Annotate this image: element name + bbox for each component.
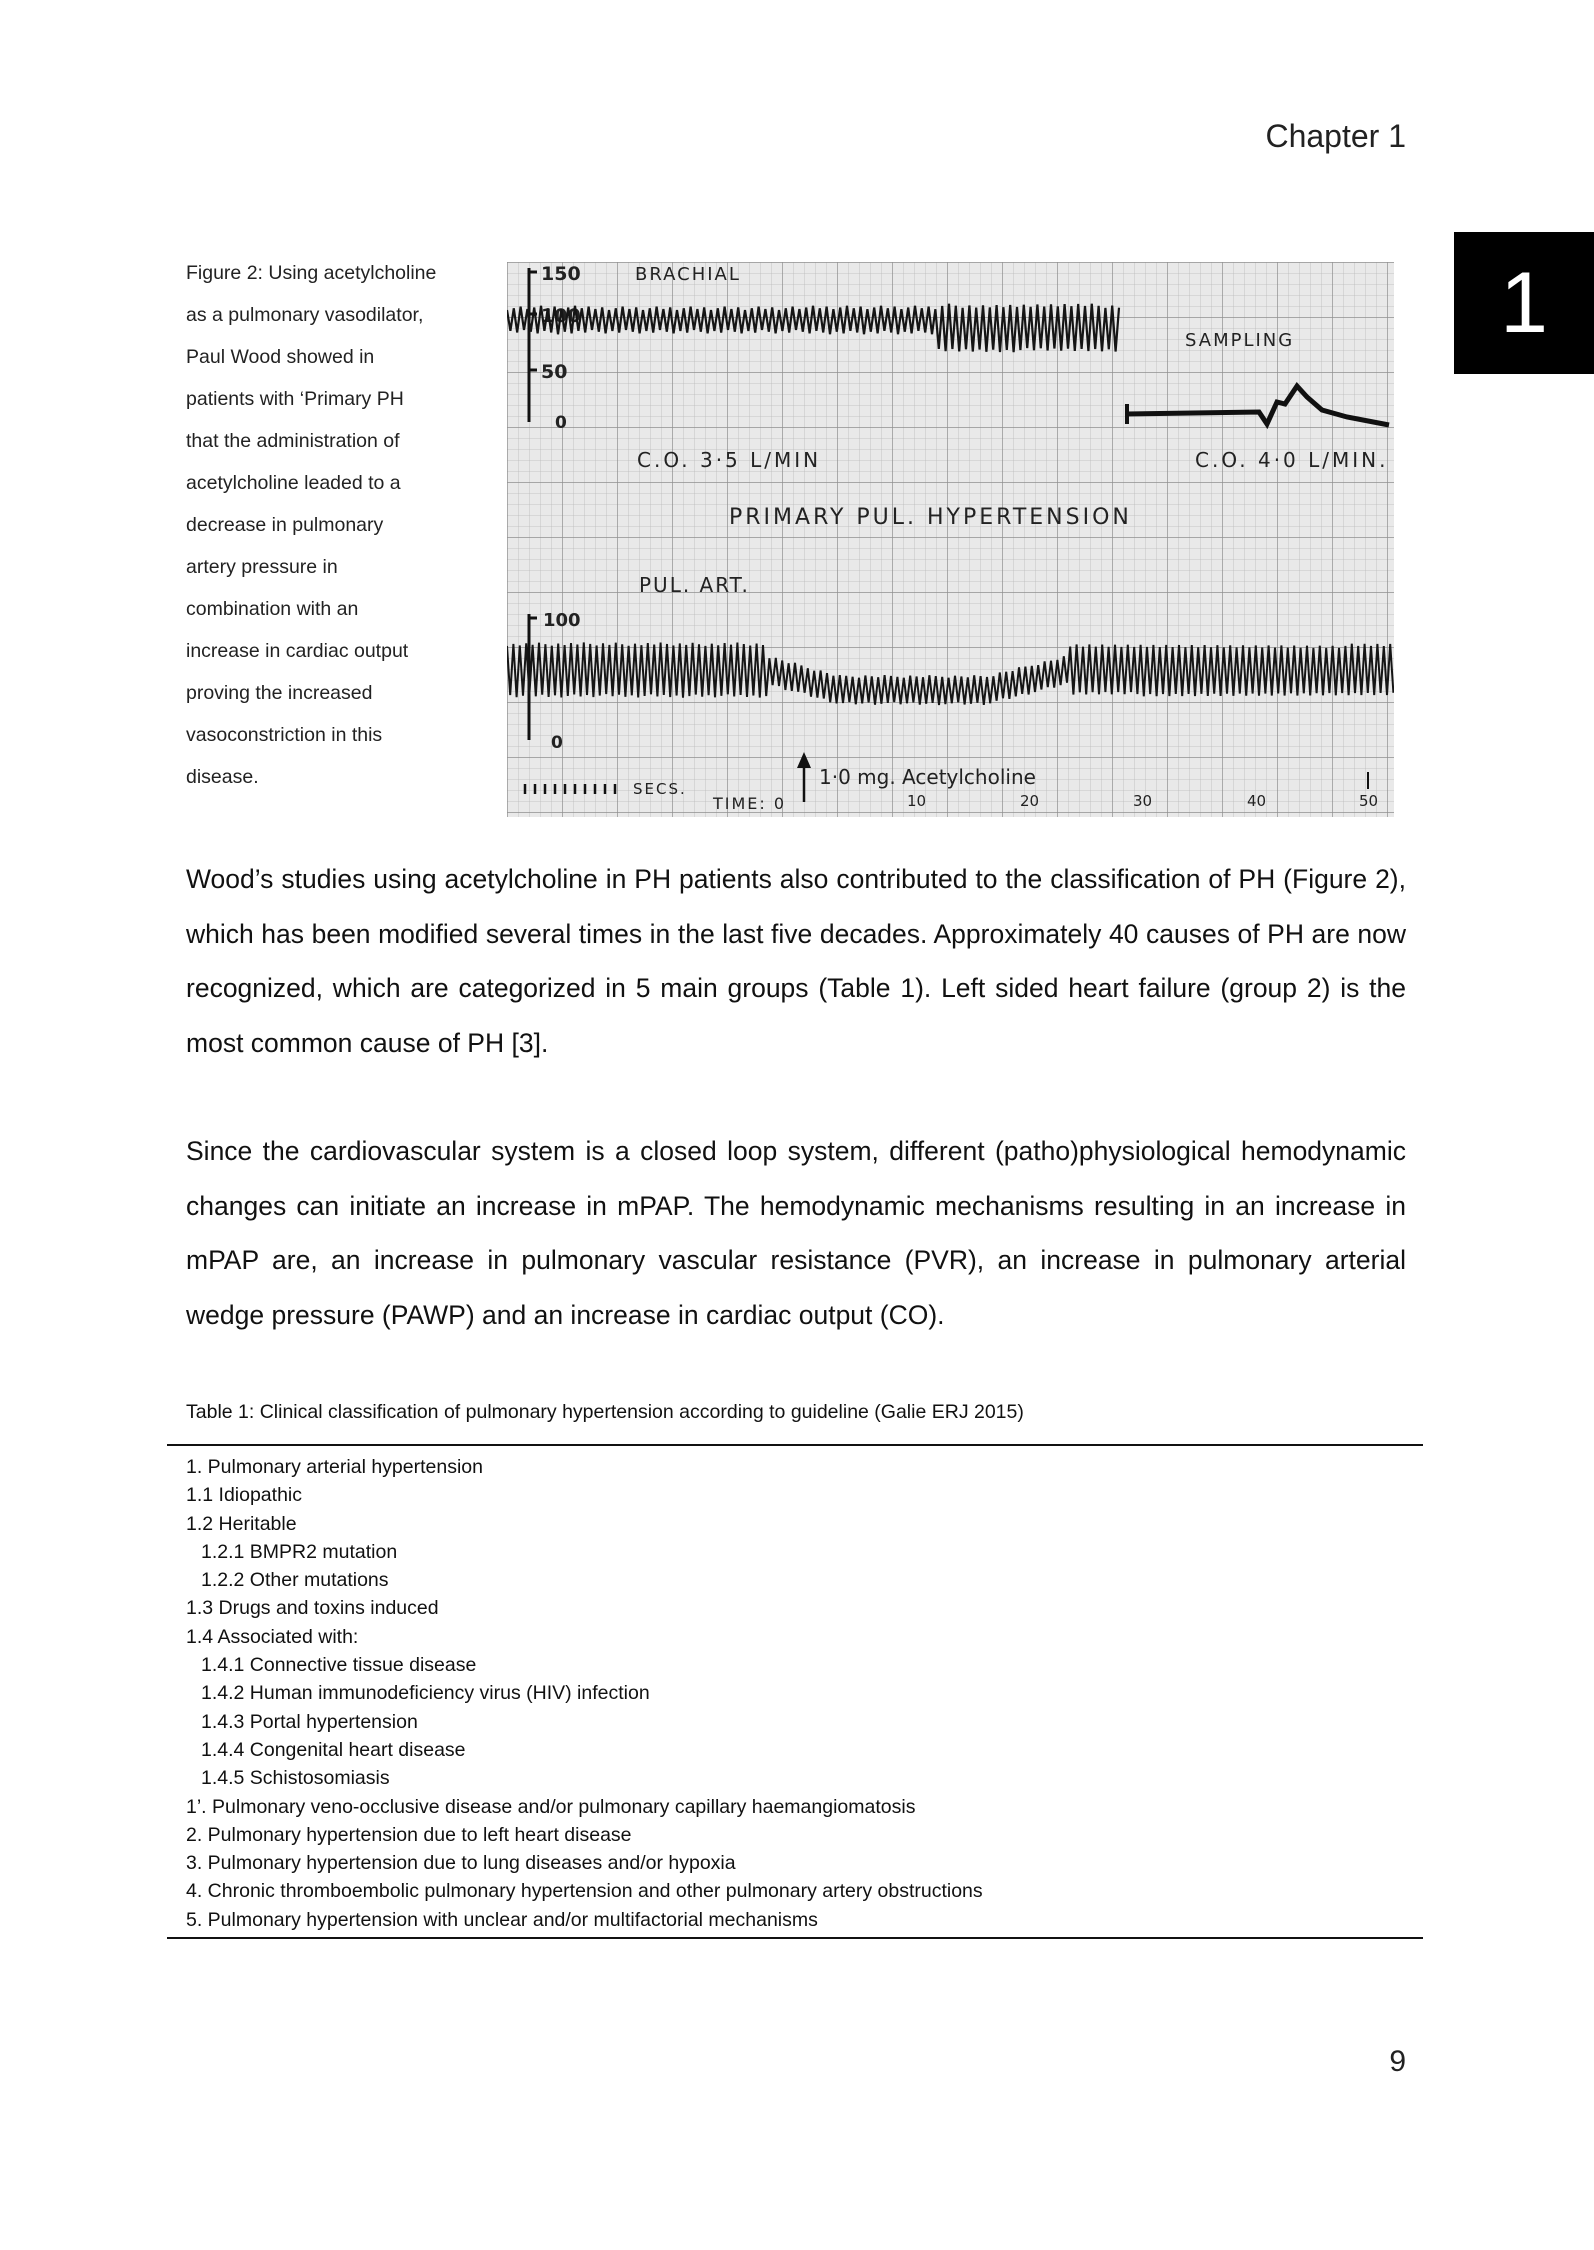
- caption-line: Paul Wood showed in: [186, 346, 375, 368]
- time-tick: 20: [1020, 792, 1040, 810]
- table-row: 3. Pulmonary hypertension due to lung diseases and/or hypoxia: [186, 1852, 736, 1875]
- table-row: 1.2.2 Other mutations: [201, 1569, 389, 1592]
- caption-line: combination with an: [186, 598, 359, 620]
- brachial-label: BRACHIAL: [635, 264, 741, 285]
- body-paragraph-1: Wood’s studies using acetylcholine in PH patients also contributed to the classification of PH (Figure 2), which has been modified several times in the last five decades. Approximately 40 causes of PH are now recognized, which are categorized in 5 main groups (Table 1). Left sided heart failure (group 2) is the most common cause of PH [3].: [186, 864, 1406, 1058]
- time-tick: 40: [1247, 792, 1267, 810]
- page-number: 9: [1389, 2045, 1406, 2078]
- caption-line: proving the increased: [186, 682, 373, 704]
- figure-caption: [186, 252, 476, 798]
- pressure-tracing-figure: [507, 262, 1394, 817]
- table-row: 1.2.1 BMPR2 mutation: [201, 1540, 398, 1563]
- caption-line: that the administration of: [186, 430, 400, 452]
- caption-line: Figure 2: Using acetylcholine: [186, 262, 437, 284]
- caption-line: acetylcholine leaded to a: [186, 472, 401, 494]
- table-row: 1. Pulmonary arterial hypertension: [186, 1456, 483, 1478]
- table-row: 1.4.3 Portal hypertension: [201, 1710, 418, 1733]
- secs-label: SECS.: [633, 780, 687, 798]
- caption-line: patients with ‘Primary PH: [186, 388, 404, 410]
- time-tick: 30: [1133, 792, 1153, 810]
- chapter-tab: 1: [1454, 232, 1594, 374]
- caption-line: disease.: [186, 766, 259, 788]
- time-tick: 10: [907, 792, 927, 810]
- table-row: 1.4.2 Human immunodeficiency virus (HIV) infection: [201, 1682, 650, 1705]
- sampling-label: SAMPLING: [1185, 330, 1295, 351]
- table-caption: Table 1: Clinical classification of pulmonary hypertension according to guideline (Galie ERJ 2015): [186, 1401, 1024, 1423]
- acetylcholine-label: 1·0 mg. Acetylcholine: [819, 765, 1036, 789]
- top-axis-label: 0: [555, 413, 567, 433]
- pressure-tracing-image: [507, 262, 1394, 817]
- body-paragraph-2: Since the cardiovascular system is a closed loop system, different (patho)physiological hemodynamic changes can initiate an increase in mPAP. The hemodynamic mechanisms resulting in an increase in mPAP are, an increase in pulmonary vascular resistance (PVR), an increase in pulmonary arterial wedge pressure (PAWP) and an increase in cardiac output (CO).: [186, 1136, 1406, 1330]
- top-axis-label: 100: [541, 305, 581, 327]
- caption-line: decrease in pulmonary: [186, 514, 384, 536]
- time-label: TIME: 0: [713, 794, 787, 813]
- bottom-axis-label: 0: [551, 733, 563, 753]
- tracing-title: PRIMARY PUL. HYPERTENSION: [729, 505, 1132, 530]
- table-row: 1’. Pulmonary veno-occlusive disease and/or pulmonary capillary haemangiomatosis: [186, 1795, 916, 1818]
- table-row: 4. Chronic thromboembolic pulmonary hypertension and other pulmonary artery obstructions: [186, 1880, 983, 1903]
- table-row: 1.4.1 Connective tissue disease: [201, 1654, 477, 1677]
- table-row: 1.4 Associated with:: [186, 1625, 359, 1648]
- caption-line: artery pressure in: [186, 556, 338, 578]
- classification-table: [167, 1444, 1423, 1939]
- table-row: 2. Pulmonary hypertension due to left heart disease: [186, 1823, 632, 1846]
- caption-line: as a pulmonary vasodilator,: [186, 304, 424, 326]
- co-left-label: C.O. 3·5 L/MIN: [637, 448, 822, 472]
- table-row: 5. Pulmonary hypertension with unclear and/or multifactorial mechanisms: [186, 1908, 818, 1931]
- table-row: 1.3 Drugs and toxins induced: [186, 1597, 439, 1620]
- time-tick: 50: [1359, 792, 1379, 810]
- bottom-axis-label: 100: [543, 610, 581, 631]
- chapter-header: Chapter 1: [1265, 118, 1406, 154]
- pul-art-label: PUL. ART.: [639, 573, 750, 597]
- top-axis-label: 150: [541, 263, 581, 285]
- table-row: 1.4.4 Congenital heart disease: [201, 1738, 466, 1761]
- top-axis-label: 50: [541, 361, 568, 383]
- co-right-label: C.O. 4·0 L/MIN.: [1195, 448, 1389, 472]
- caption-line: vasoconstriction in this: [186, 724, 383, 746]
- table-row: 1.1 Idiopathic: [186, 1484, 303, 1507]
- caption-line: increase in cardiac output: [186, 640, 409, 662]
- table-row: 1.2 Heritable: [186, 1512, 297, 1535]
- table-row: 1.4.5 Schistosomiasis: [201, 1767, 390, 1790]
